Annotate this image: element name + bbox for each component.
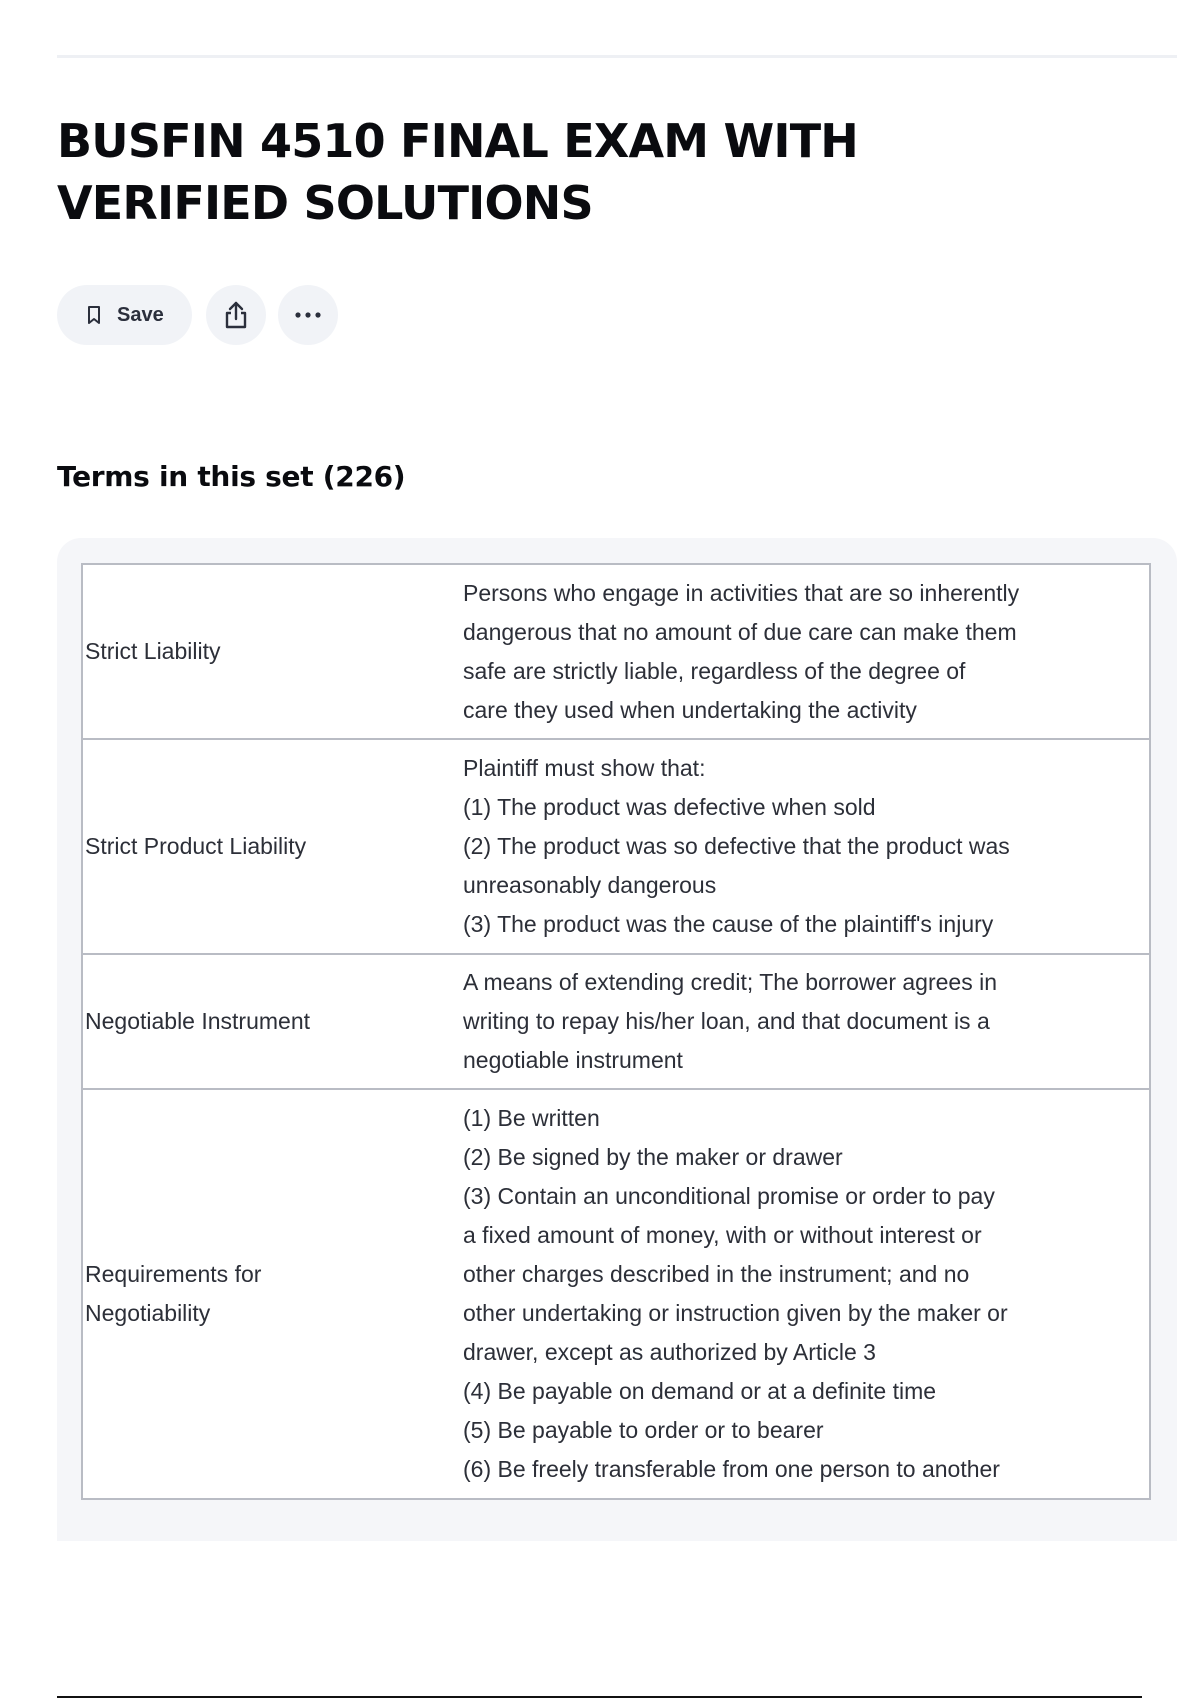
definition-line: dangerous that no amount of due care can make them — [463, 618, 1017, 645]
more-icon — [293, 311, 323, 319]
term-cell: Strict Liability — [82, 564, 415, 739]
definition-line: a fixed amount of money, with or without interest or — [463, 1222, 982, 1248]
definition-line: A means of extending credit; The borrower agrees in — [463, 969, 997, 995]
term-cell: Negotiable Instrument — [82, 954, 415, 1089]
action-bar — [57, 285, 350, 345]
top-divider — [57, 55, 1177, 58]
table-row — [82, 1089, 1150, 1499]
definition-cell — [415, 564, 1150, 739]
term-cell — [82, 1089, 415, 1499]
definition-line: (2) Be signed by the maker or drawer — [463, 1144, 843, 1170]
definition-cell — [415, 1089, 1150, 1499]
definition-line: (4) Be payable on demand or at a definite time — [463, 1378, 937, 1404]
definition-line: safe are strictly liable, regardless of the degree of — [463, 657, 966, 684]
share-icon — [222, 300, 250, 330]
definition-line: negotiable instrument — [463, 1047, 683, 1073]
definition-line: writing to repay his/her loan, and that document is a — [463, 1008, 990, 1034]
table-row — [82, 954, 1150, 1089]
terms-table — [81, 563, 1151, 1500]
save-label: Save — [117, 303, 164, 326]
share-button[interactable] — [206, 285, 266, 345]
more-options-button[interactable] — [278, 285, 338, 345]
term-cell: Strict Product Liability — [82, 739, 415, 954]
definition-line: other undertaking or instruction given by the maker or — [463, 1300, 1008, 1326]
term-line: Requirements for — [85, 1261, 262, 1287]
definition-line: other charges described in the instrument; and no — [463, 1261, 970, 1287]
definition-line: Persons who engage in activities that are so inherently — [463, 579, 1020, 606]
table-row — [82, 564, 1150, 739]
definition-line: (1) Be written — [463, 1105, 600, 1131]
definition-cell — [415, 954, 1150, 1089]
page-title: BUSFIN 4510 FINAL EXAM WITH VERIFIED SOLUTIONS — [57, 114, 859, 230]
terms-heading: Terms in this set (226) — [57, 460, 406, 493]
bookmark-icon — [85, 305, 103, 325]
definition-line: (6) Be freely transferable from one person to another — [463, 1456, 1000, 1482]
definition-line: (3) The product was the cause of the plaintiff's injury — [463, 911, 994, 937]
table-row — [82, 739, 1150, 954]
definition-line: (5) Be payable to order or to bearer — [463, 1417, 824, 1443]
definition-line: (3) Contain an unconditional promise or order to pay — [463, 1183, 995, 1209]
term-line: Negotiability — [85, 1300, 211, 1326]
definition-line: (1) The product was defective when sold — [463, 794, 876, 820]
definition-cell — [415, 739, 1150, 954]
save-button[interactable] — [57, 285, 192, 345]
bottom-divider — [57, 1696, 1142, 1698]
definition-line: unreasonably dangerous — [463, 872, 717, 898]
definition-line: (2) The product was so defective that the product was — [463, 833, 1010, 859]
definition-line: drawer, except as authorized by Article 3 — [463, 1339, 876, 1365]
definition-line: Plaintiff must show that: — [463, 755, 706, 781]
definition-line: care they used when undertaking the activity — [463, 696, 917, 723]
